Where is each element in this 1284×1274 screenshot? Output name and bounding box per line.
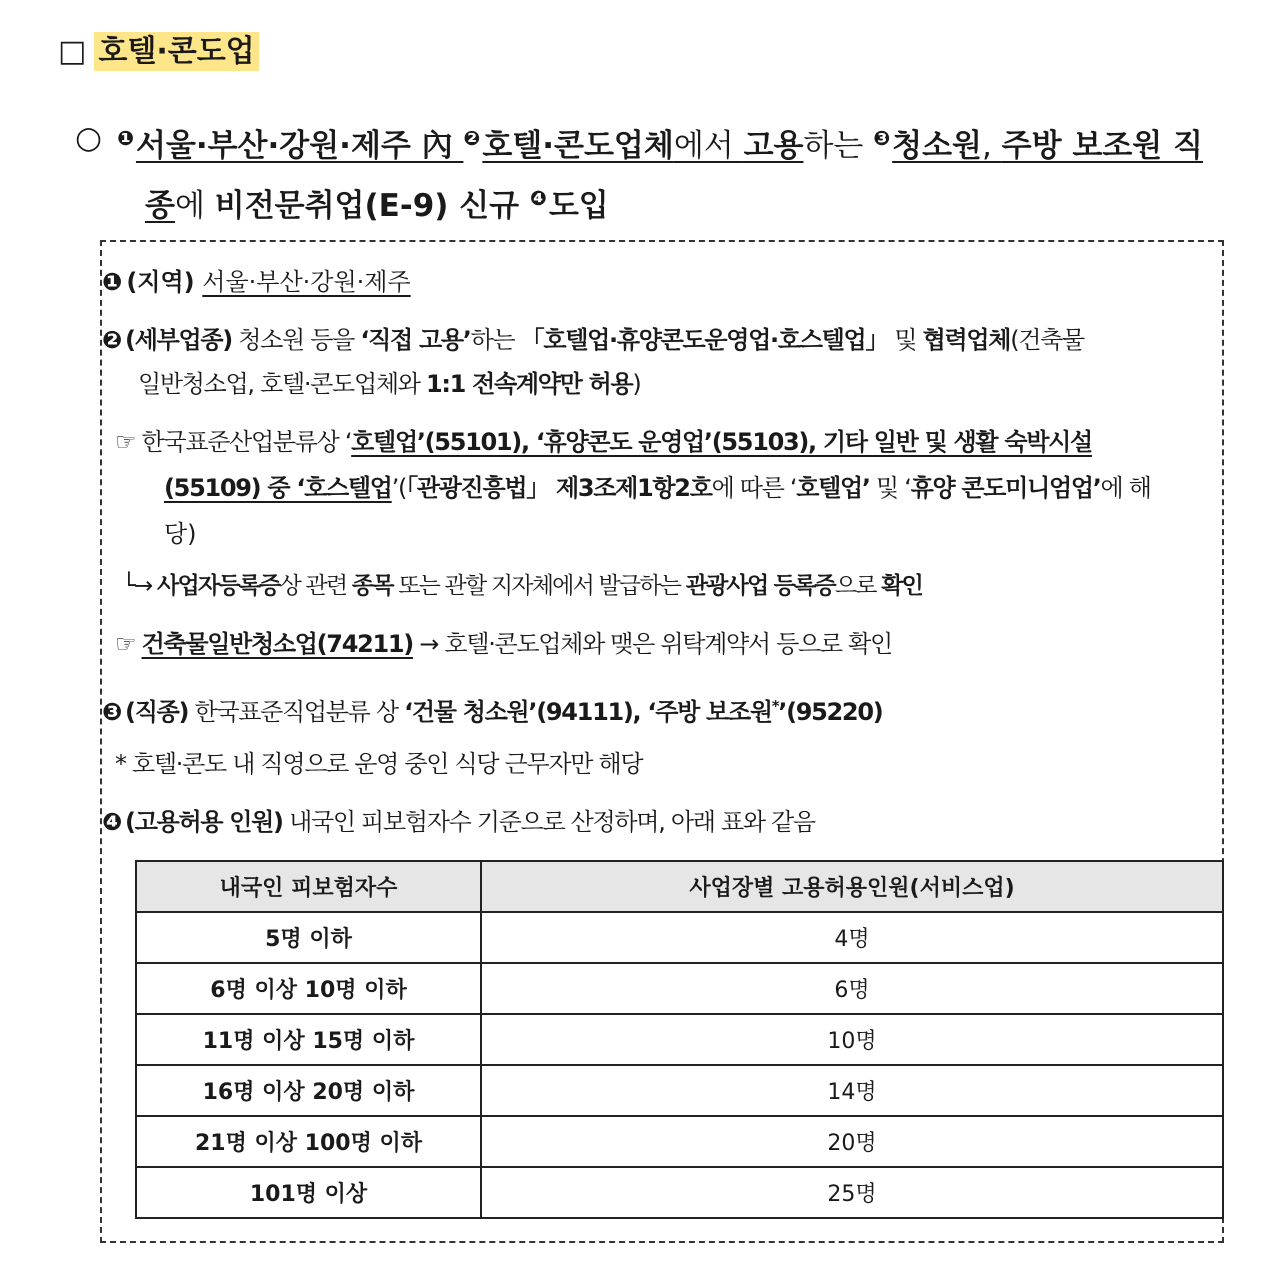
lead-paragraph bbox=[75, 112, 1235, 232]
lead-cleaner: 청소원 bbox=[892, 128, 982, 164]
marker-4-icon: ❹ bbox=[102, 808, 122, 836]
table-header-row bbox=[136, 861, 1223, 912]
note-classification-line-1: ☞ 한국표준산업분류상 ‘호텔업’(55101), ‘휴양콘도 운영업’(55103), 기타 일반 및 생활 숙박시설 bbox=[115, 428, 1092, 456]
marker-3: ❸ bbox=[873, 126, 891, 150]
table-row: 21명 이상 100명 이하 20명 bbox=[136, 1116, 1223, 1167]
lead-line-1: $^❶$서울·부산·강원·제주 內 $^❷$호텔·콘도업체에서 고용하는 $^❸$청소원, 주방 보조원 직 bbox=[117, 126, 1203, 164]
section-heading bbox=[58, 30, 259, 74]
marker-4: ❹ bbox=[529, 186, 547, 210]
marker-3-icon: ❸ bbox=[102, 698, 122, 726]
lead-region: 서울·부산·강원·제주 內 bbox=[135, 128, 464, 164]
marker-2-icon: ❷ bbox=[102, 326, 122, 354]
note-classification-line-2: (55109) 중 ‘호스텔업’(「관광진흥법」 제3조제1항2호에 따른 ‘호텔업’ 및 ‘휴양 콘도미니엄업’에 해 bbox=[164, 474, 1151, 502]
lead-business: 호텔·콘도업체 bbox=[482, 128, 674, 164]
item-region: ❶ (지역) 서울·부산·강원·제주 bbox=[102, 268, 411, 296]
item-occupation: ❸ (직종) 한국표준직업분류 상 ‘건물 청소원’(94111), ‘주방 보조원*’(95220) bbox=[102, 697, 883, 726]
item-quota: ❹ (고용허용 인원) 내국인 피보험자수 기준으로 산정하며, 아래 표와 같음 bbox=[102, 808, 815, 836]
pointing-hand-icon: ☞ bbox=[115, 428, 136, 456]
circle-bullet-icon: ○ bbox=[75, 120, 103, 156]
note-cleaning-business: ☞ 건축물일반청소업(74211) → 호텔·콘도업체와 맺은 위탁계약서 등으로 확인 bbox=[115, 630, 892, 658]
item-industry-line-1: ❷ (세부업종) 청소원 등을 ‘직접 고용’하는 「호텔업·휴양콘도운영업·호스텔업」 및 협력업체(건축물 bbox=[102, 326, 1084, 354]
checkbox-square-icon: □ bbox=[58, 34, 87, 69]
note-registration: └→ 사업자등록증상 관련 종목 또는 관할 지자체에서 발급하는 관광사업 등록증으로 확인 bbox=[122, 573, 923, 599]
quota-table bbox=[135, 860, 1224, 1219]
table-row: 16명 이상 20명 이하 14명 bbox=[136, 1065, 1223, 1116]
lead-employ: 고용 bbox=[743, 128, 804, 164]
lead-line-2: 종에 비전문취업(E-9) 신규 $^❹$도입 bbox=[145, 186, 609, 224]
section-title: 호텔·콘도업 bbox=[94, 32, 258, 71]
footnote: * 호텔·콘도 내 직영으로 운영 중인 식당 근무자만 해당 bbox=[115, 750, 643, 778]
table-row: 101명 이상 25명 bbox=[136, 1167, 1223, 1218]
table-row: 11명 이상 15명 이하 10명 bbox=[136, 1014, 1223, 1065]
note-classification-line-3: 당) bbox=[164, 520, 197, 548]
lead-visa: 비전문취업(E-9) 신규 bbox=[214, 188, 530, 224]
table-row: 6명 이상 10명 이하 6명 bbox=[136, 963, 1223, 1014]
marker-1: ❶ bbox=[117, 126, 134, 150]
marker-2: ❷ bbox=[463, 126, 481, 150]
pointing-hand-icon: ☞ bbox=[115, 630, 136, 658]
table-row: 5명 이하 4명 bbox=[136, 912, 1223, 963]
header-allowed-workers: 사업장별 고용허용인원(서비스업) bbox=[481, 861, 1223, 912]
marker-1-icon: ❶ bbox=[102, 268, 123, 296]
lead-kitchen: 주방 보조원 직 bbox=[1001, 128, 1203, 164]
header-insured-count: 내국인 피보험자수 bbox=[136, 861, 481, 912]
item-industry-line-2: 일반청소업, 호텔·콘도업체와 1:1 전속계약만 허용) bbox=[138, 370, 641, 398]
return-arrow-icon: └→ bbox=[122, 573, 152, 599]
